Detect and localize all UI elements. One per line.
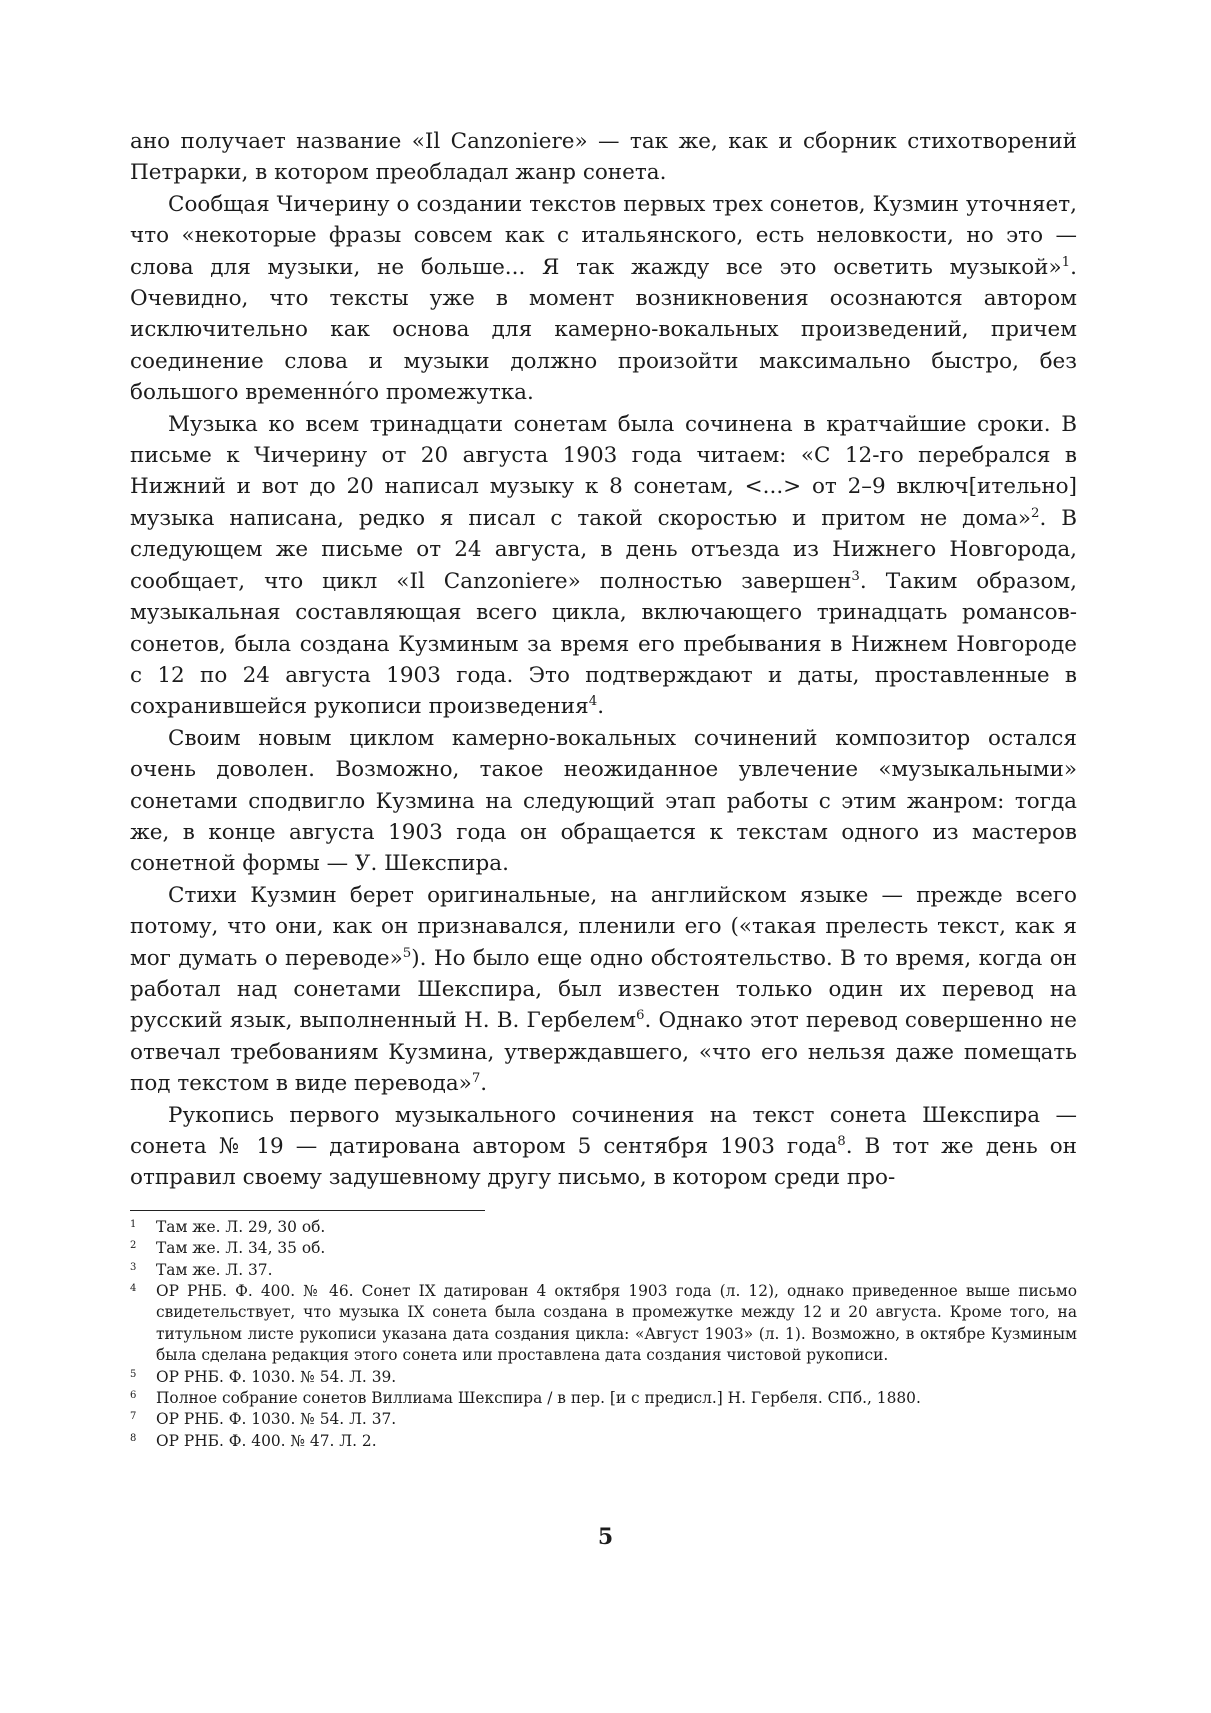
footnote-number: 4	[130, 1283, 137, 1295]
paragraph-text: . Очевидно, что тексты уже в момент возникновения осознаются автором исключительно как основа для камерно-вокальных произведений, причем соединение слова и музыки должно произойти максимально быстро, без большого временно́го промежутка.	[130, 254, 1077, 406]
footnote	[130, 1238, 1077, 1259]
paragraph-text: ано получает название «Il Canzoniere» — так же, как и сборник стихотворений Петрарки, в котором преобладал жанр сонета.	[130, 129, 1077, 186]
footnote-number: 6	[130, 1390, 137, 1402]
footnotes	[130, 1217, 1077, 1452]
footnote	[130, 1431, 1077, 1452]
footnote-number: 2	[130, 1240, 137, 1252]
paragraph	[130, 1100, 1077, 1194]
footnote-text: ОР РНБ. Ф. 400. № 46. Сонет IX датирован 4 октября 1903 года (л. 12), однако приведенное выше письмо свидетельствует, что музыка IX сонета была создана в промежутке между 12 и 20 августа. Кроме того, на титульном листе рукописи указана дата создания цикла: «Август 1903» (л. 1). Возможно, в октябре Кузминым была сделана редакция этого сонета или проставлена дата создания чистовой рукописи.	[156, 1282, 1077, 1365]
paragraph	[130, 723, 1077, 880]
paragraph-text: Стихи Кузмин берет оригинальные, на английском языке — прежде всего потому, что они, как он признавался, пленили его («такая прелесть текст, как я мог думать о переводе»	[130, 882, 1077, 971]
footnote-ref: 7	[471, 1071, 481, 1087]
footnote-text: Там же. Л. 29, 30 об.	[156, 1217, 326, 1236]
footnote-ref: 5	[402, 945, 412, 961]
footnote-separator	[130, 1210, 485, 1211]
footnote	[130, 1388, 1077, 1409]
paragraph	[130, 880, 1077, 1100]
page-content	[130, 126, 1077, 1452]
footnote	[130, 1367, 1077, 1388]
footnote-text: ОР РНБ. Ф. 400. № 47. Л. 2.	[156, 1431, 377, 1450]
paragraph-text: Своим новым циклом камерно-вокальных сочинений композитор остался очень доволен. Возможно, такое неожиданное увлечение «музыкальными» сонетами сподвигло Кузмина на следующий этап работы с этим жанром: тогда же, в конце августа 1903 года он обращается к текстам одного из мастеров сонетной формы — У. Шекспира.	[130, 725, 1077, 877]
footnote-ref: 6	[636, 1008, 645, 1024]
footnote-text: Там же. Л. 34, 35 об.	[156, 1239, 326, 1258]
footnote-ref: 8	[837, 1133, 846, 1149]
paragraph	[130, 189, 1077, 409]
footnote-text: ОР РНБ. Ф. 1030. № 54. Л. 39.	[156, 1367, 397, 1386]
footnote	[130, 1260, 1077, 1281]
footnote-number: 7	[130, 1411, 137, 1423]
paragraph-text: ). Но было еще одно обстоятельство. В то время, когда он работал над сонетами Шекспира, был известен только один их перевод на русский язык, выполненный Н. В. Гербелем	[130, 945, 1077, 1034]
footnote-text: ОР РНБ. Ф. 1030. № 54. Л. 37.	[156, 1410, 397, 1429]
body-text	[130, 126, 1077, 1194]
footnote-ref: 2	[1030, 505, 1040, 521]
paragraph-text: .	[597, 694, 605, 720]
paragraph-text: . В следующем же письме от 24 августа, в день отъезда из Нижнего Новгорода, сообщает, что цикл «Il Canzoniere» полностью завершен	[130, 505, 1077, 594]
footnote-text: Полное собрание сонетов Виллиама Шекспира / в пер. [и с предисл.] Н. Гербеля. СПб., 1880.	[156, 1389, 921, 1408]
paragraph	[130, 409, 1077, 723]
footnote-ref: 1	[1061, 254, 1071, 270]
footnote-ref: 4	[588, 694, 598, 710]
footnote	[130, 1281, 1077, 1367]
footnote-number: 1	[130, 1218, 137, 1230]
footnote-ref: 3	[851, 568, 860, 584]
paragraph-text: Музыка ко всем тринадцати сонетам была сочинена в кратчайшие сроки. В письме к Чичерину от 20 августа 1903 года читаем: «С 12-го перебрался в Нижний и вот до 20 написал музыку к 8 сонетам, <...> от 2–9 включ[ительно] музыка написана, редко я писал с такой скоростью и притом не дома»	[130, 411, 1077, 531]
paragraph-text: . Однако этот перевод совершенно не отвечал требованиям Кузмина, утверждавшего, «что его нельзя даже помещать под текстом в виде перевода»	[130, 1008, 1077, 1097]
page-number: 5	[597, 1524, 614, 1550]
paragraph	[130, 126, 1077, 189]
footnote-number: 5	[130, 1368, 137, 1380]
footnote-number: 8	[130, 1432, 137, 1444]
footnote-text: Там же. Л. 37.	[156, 1260, 273, 1279]
paragraph-text: . В тот же день он отправил своему задушевному другу письмо, в котором среди про-	[130, 1134, 1077, 1191]
paragraph-text: .	[480, 1071, 488, 1097]
paragraph-text: . Таким образом, музыкальная составляющая всего цикла, включающего тринадцать романсов-сонетов, была создана Кузминым за время его пребывания в Нижнем Новгороде с 12 по 24 августа 1903 года. Это подтверждают и даты, проставленные в сохранившейся рукописи произведения	[130, 568, 1077, 720]
paragraph-text: Сообщая Чичерину о создании текстов первых трех сонетов, Кузмин уточняет, что «некоторые фразы совсем как с итальянского, есть неловкости, но это — слова для музыки, не больше... Я так жажду все это осветить музыкой»	[130, 191, 1077, 280]
paragraph-text: Рукопись первого музыкального сочинения на текст сонета Шекспира — сонета № 19 — датирована автором 5 сентября 1903 года	[130, 1102, 1077, 1159]
footnote	[130, 1409, 1077, 1430]
footnote-number: 3	[130, 1261, 137, 1273]
footnote	[130, 1217, 1077, 1238]
